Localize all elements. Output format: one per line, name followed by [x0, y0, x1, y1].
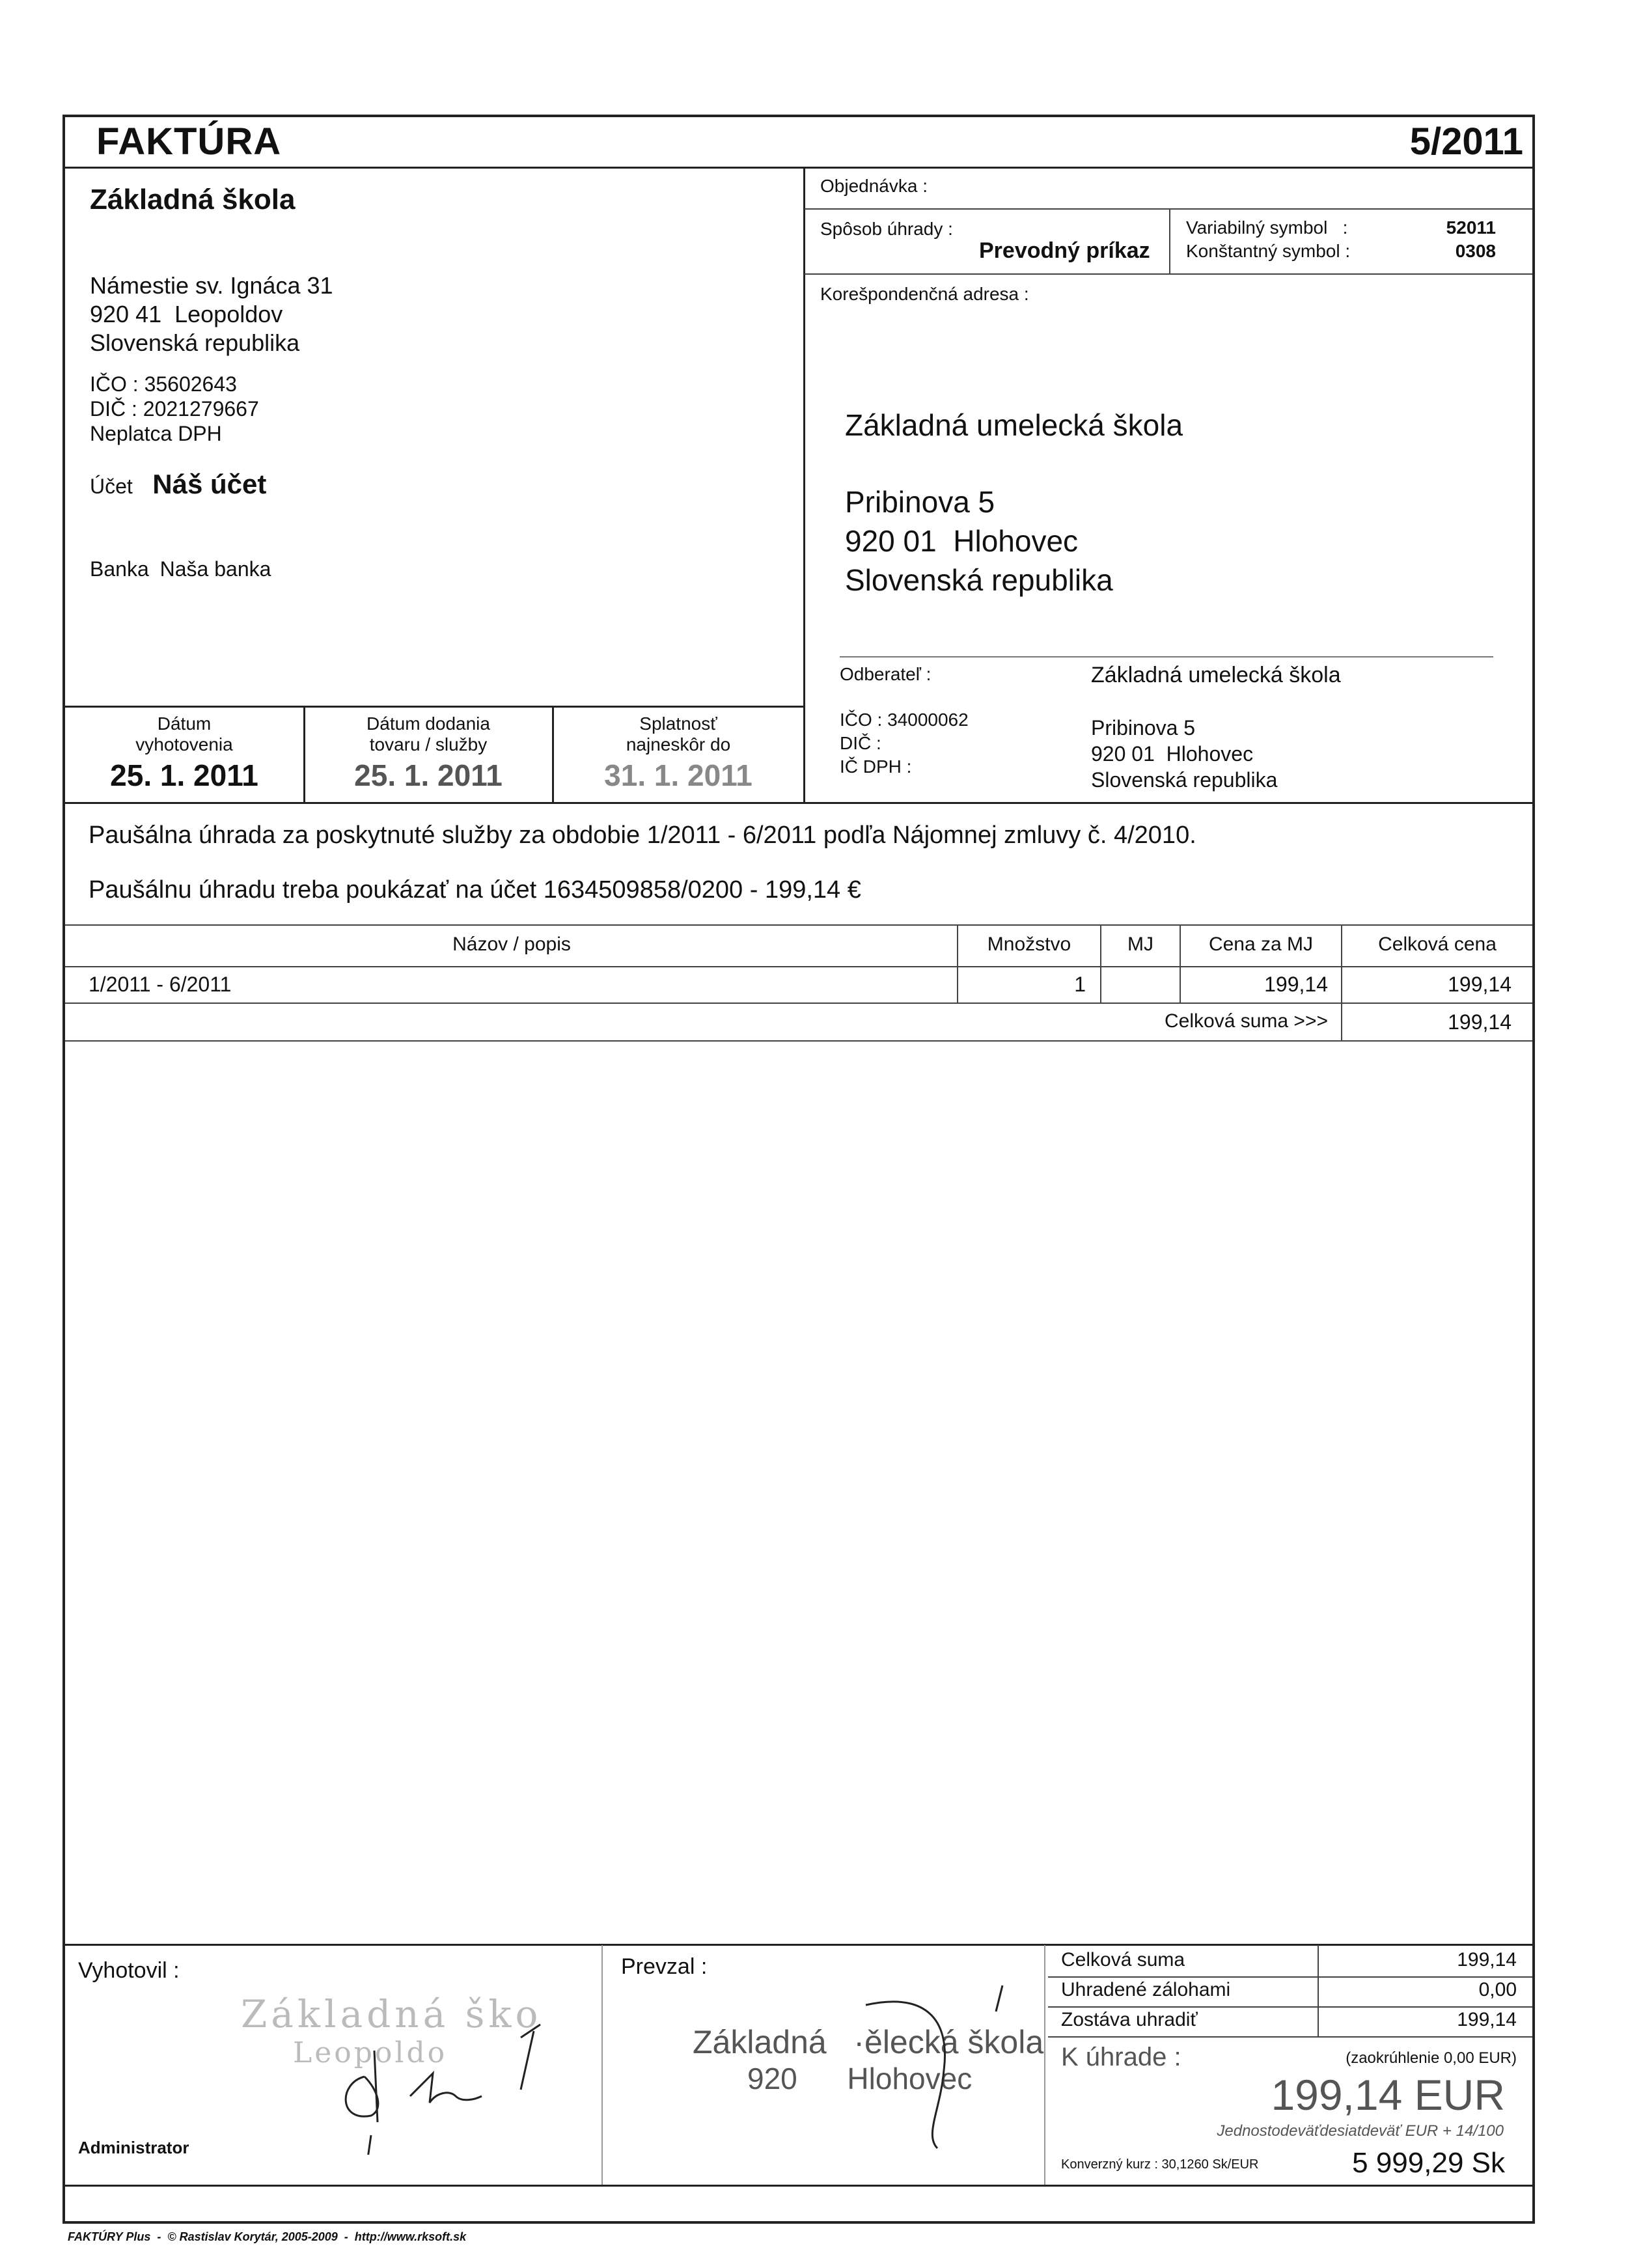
delivery-date-cell — [305, 713, 552, 793]
col-header-unit: MJ — [1127, 933, 1153, 955]
supplier-city: 920 41 Leopoldov — [90, 301, 283, 327]
supplier-account — [90, 469, 266, 500]
due-date-label-2: najneskôr do — [626, 734, 731, 754]
issuer-signature — [325, 2012, 599, 2155]
totals-row-2-bottom — [1048, 2006, 1532, 2008]
totals-col-divider — [1318, 1945, 1319, 2036]
buyer-ico-value: 34000062 — [887, 710, 969, 730]
supplier-account-label: Účet — [90, 475, 133, 498]
totals-row-3-bottom — [1048, 2036, 1532, 2038]
supplier-account-value: Náš účet — [152, 469, 267, 499]
col-header-qty: Množstvo — [987, 933, 1071, 955]
supplier-dic — [90, 397, 259, 421]
due-date-cell — [553, 713, 803, 793]
amount-in-words: Jednostodeväťdesiatdeväť EUR + 14/100 — [1217, 2122, 1504, 2140]
due-amount-label: K úhrade : — [1061, 2043, 1181, 2071]
advances-label: Uhradené zálohami — [1061, 1979, 1231, 2000]
supplier-ico-label: IČO : — [90, 372, 139, 396]
payment-symbol-divider — [1169, 210, 1170, 273]
item-name: 1/2011 - 6/2011 — [89, 973, 232, 996]
item-total: 199,14 — [1448, 973, 1512, 996]
item-qty: 1 — [1074, 973, 1086, 996]
buyer-country: Slovenská republika — [1091, 768, 1278, 792]
table-sum-label: Celková suma >>> — [1165, 1010, 1328, 1032]
buyer-stamp-line-2: 920 Hlohovec — [747, 2062, 973, 2095]
due-date: 31. 1. 2011 — [604, 758, 752, 792]
buyer-name: Základná umelecká škola — [1091, 663, 1341, 687]
payment-method-label: Spôsob úhrady : — [820, 219, 953, 239]
footer-top — [65, 1944, 1532, 1946]
due-amount: 199,14 EUR — [1271, 2071, 1505, 2119]
buyer-ico — [840, 710, 969, 730]
note-line-2: Paušálnu úhradu treba poukázať na účet 1634509858/0200 - 199,14 € — [89, 876, 861, 904]
col-header-unit-price: Cena za MJ — [1208, 933, 1314, 955]
payment-divider — [805, 273, 1532, 275]
supplier-bank-value: Naša banka — [159, 557, 271, 581]
issued-date-label-2: vyhotovenia — [135, 734, 233, 754]
supplier-dic-value: 2021279667 — [143, 397, 259, 421]
delivery-date: 25. 1. 2011 — [354, 758, 503, 792]
invoice-title: FAKTÚRA — [96, 120, 282, 163]
supplier-ico-value: 35602643 — [144, 372, 237, 396]
due-date-label-1: Splatnosť — [639, 713, 717, 734]
header-divider — [65, 167, 1532, 169]
supplier-bank — [90, 557, 271, 581]
supplier-bank-label: Banka — [90, 557, 149, 581]
issued-by-label: Vyhotovil : — [78, 1958, 180, 1983]
supplier-name: Základná škola — [90, 184, 296, 215]
supplier-street: Námestie sv. Ignáca 31 — [90, 272, 333, 299]
supplier-ico — [90, 372, 237, 396]
correspondence-name: Základná umelecká škola — [845, 408, 1183, 442]
buyer-icdph-label: IČ DPH : — [840, 756, 912, 777]
supplier-stamp-line-1: Základná ško — [241, 1992, 542, 2036]
table-sum-bottom — [65, 1040, 1532, 1042]
totals-row-1-bottom — [1048, 1976, 1532, 1978]
received-label: Prevzal : — [621, 1954, 708, 1979]
constant-symbol-label: Konštantný symbol : — [1186, 241, 1351, 261]
advances-value: 0,00 — [1478, 1979, 1517, 2000]
receiver-signature — [846, 1979, 1042, 2161]
item-unit-price: 199,14 — [1264, 973, 1328, 996]
invoice-number: 5/2011 — [1409, 120, 1523, 163]
variable-symbol-label: Variabilný symbol : — [1186, 217, 1348, 238]
buyer-top-divider — [840, 656, 1493, 657]
issued-date: 25. 1. 2011 — [110, 758, 258, 792]
conversion-rate: Konverzný kurz : 30,1260 Sk/EUR — [1061, 2157, 1259, 2172]
delivery-date-label-2: tovaru / služby — [369, 734, 488, 754]
invoice-frame — [62, 115, 1535, 2224]
correspondence-country: Slovenská republika — [845, 563, 1113, 597]
issued-by-name: Administrator — [78, 2138, 189, 2157]
rounding-note: (zaokrúhlenie 0,00 EUR) — [1346, 2049, 1517, 2067]
supplier-vat-note: Neplatca DPH — [90, 422, 222, 445]
table-header-bottom — [65, 966, 1532, 967]
footer-divider-2 — [1044, 1945, 1045, 2185]
total-value: 199,14 — [1457, 1949, 1517, 1971]
note-line-1: Paušálna úhrada za poskytnuté služby za obdobie 1/2011 - 6/2011 podľa Nájomnej zmluvy č. 4/2010. — [89, 822, 1196, 849]
remaining-label: Zostáva uhradiť — [1061, 2009, 1198, 2030]
delivery-date-label-1: Dátum dodania — [366, 713, 490, 734]
footer-bottom — [65, 2185, 1532, 2187]
correspondence-city: 920 01 Hlohovec — [845, 524, 1079, 558]
buyer-stamp-line-1: Základná ·ělecká škola — [693, 2024, 1044, 2060]
constant-symbol: 0308 — [1455, 241, 1496, 261]
software-credit: FAKTÚRY Plus - © Rastislav Korytár, 2005-2009 - http://www.rksoft.sk — [68, 2230, 467, 2243]
correspondence-street: Pribinova 5 — [845, 485, 995, 519]
table-row-bottom — [65, 1003, 1532, 1004]
supplier-country: Slovenská republika — [90, 329, 300, 356]
dates-bottom-divider — [65, 802, 1532, 804]
payment-method: Prevodný príkaz — [979, 238, 1150, 263]
order-label: Objednávka : — [820, 176, 928, 196]
table-top — [65, 924, 1532, 926]
issued-date-label-1: Dátum — [157, 713, 212, 734]
buyer-street: Pribinova 5 — [1091, 716, 1196, 740]
buyer-ico-label: IČO : — [840, 710, 883, 730]
buyer-dic-label: DIČ : — [840, 733, 881, 753]
issued-date-cell — [65, 713, 303, 793]
buyer-city: 920 01 Hlohovec — [1091, 742, 1254, 766]
buyer-label: Odberateľ : — [840, 664, 932, 684]
supplier-stamp-line-2: Leopoldo — [293, 2036, 448, 2069]
remaining-value: 199,14 — [1457, 2009, 1517, 2030]
supplier-dic-label: DIČ : — [90, 397, 137, 421]
footer-divider-1 — [601, 1945, 603, 2185]
order-divider — [805, 208, 1532, 210]
col-header-total: Celková cena — [1378, 933, 1497, 955]
variable-symbol: 52011 — [1446, 217, 1496, 238]
col-header-name: Názov / popis — [452, 933, 571, 955]
total-label: Celková suma — [1061, 1949, 1185, 1971]
dates-top-divider — [65, 706, 805, 708]
table-sum: 199,14 — [1448, 1010, 1512, 1034]
correspondence-label: Korešpondenčná adresa : — [820, 284, 1029, 304]
sk-amount: 5 999,29 Sk — [1352, 2147, 1505, 2179]
